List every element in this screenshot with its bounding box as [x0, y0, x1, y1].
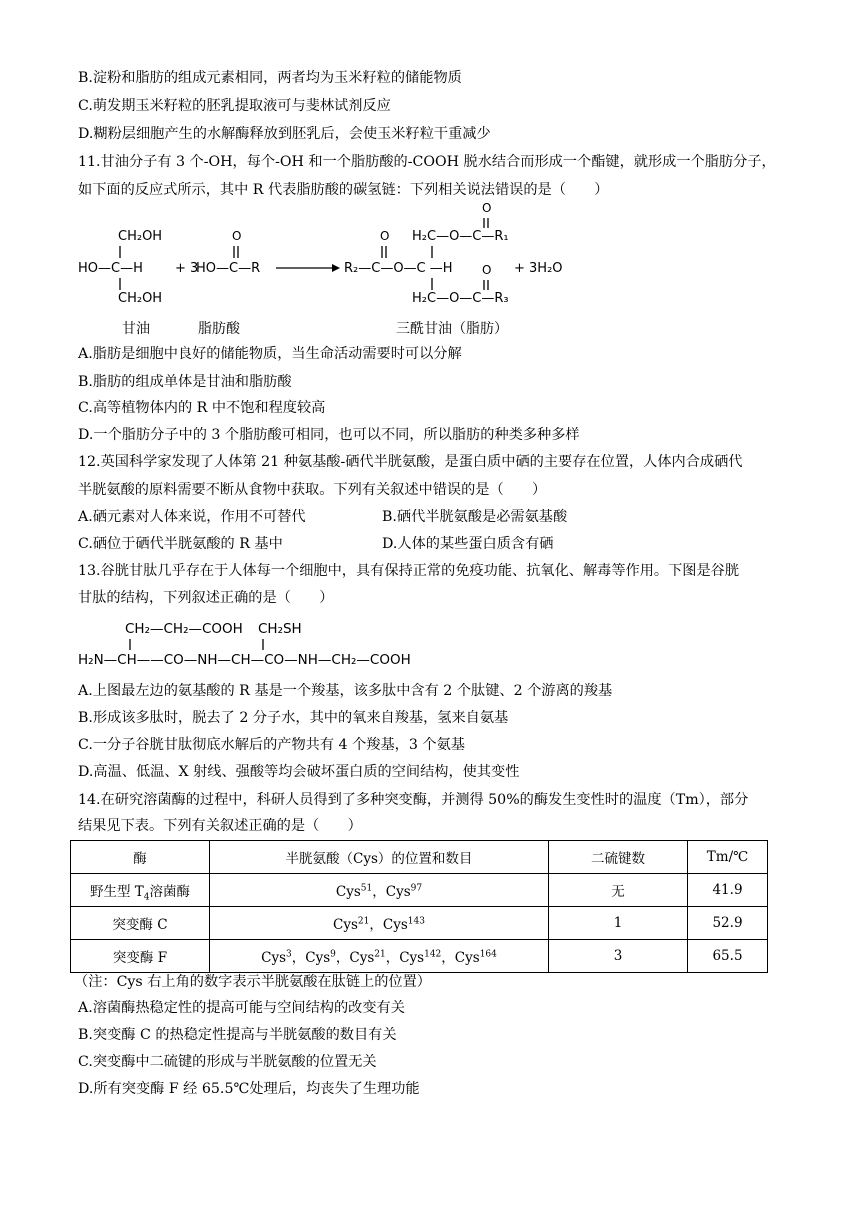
cys-separator: ，	[441, 950, 455, 966]
cys-position: 3	[286, 949, 292, 960]
cys-separator: ，	[385, 950, 400, 966]
glycerol-top: CH₂OH	[118, 229, 163, 244]
cell-bonds: 1	[549, 907, 688, 940]
acid-carbonyl-o: O	[232, 229, 242, 243]
fat-top-chain: H₂C—O—C—R₁	[412, 229, 509, 244]
caption-fat: 三酰甘油（脂肪）	[396, 321, 508, 337]
fat-middle-chain: R₂—C—O—C —H	[344, 261, 453, 276]
cys-position: 9	[330, 949, 336, 960]
cys-label: Cys	[261, 950, 287, 966]
cys-separator: ，	[369, 917, 383, 933]
glutathione-side-chain-glu: CH₂—CH₂—COOH	[125, 621, 243, 637]
r2-carbonyl-o: O	[380, 229, 390, 243]
cell-enzyme	[71, 907, 210, 940]
q10-option-b: B.淀粉和脂肪的组成元素相同，两者均为玉米籽粒的储能物质	[78, 70, 462, 86]
cys-separator: ，	[372, 884, 386, 900]
enzyme-name: 突变酶 C	[112, 917, 168, 933]
q12-option-b: B.硒代半胱氨酸是必需氨基酸	[382, 509, 568, 525]
caption-glycerol: 甘油	[122, 321, 150, 337]
cell-enzyme	[71, 874, 210, 907]
q14-option-c: C.突变酶中二硫键的形成与半胱氨酸的位置无关	[78, 1054, 377, 1070]
q14-option-b: B.突变酶 C 的热稳定性提高与半胱氨酸的数目有关	[78, 1027, 397, 1043]
table-header-row	[71, 841, 768, 874]
table-row	[71, 940, 768, 973]
cys-separator: ，	[335, 950, 350, 966]
enzyme-table	[70, 840, 768, 973]
cys-position: 97	[410, 883, 423, 894]
q13-option-b: B.形成该多肽时，脱去了 2 分子水，其中的氧来自羧基，氢来自氨基	[78, 710, 509, 726]
enzyme-name: 突变酶 F	[112, 950, 168, 966]
cys-label: Cys	[349, 950, 375, 966]
q11-stem-line2: 如下面的反应式所示，其中 R 代表脂肪酸的碳氢链：下列相关说法错误的是（ ）	[78, 182, 609, 198]
q11-option-b: B.脂肪的组成单体是甘油和脂肪酸	[78, 374, 292, 390]
header-enzyme: 酶	[71, 841, 210, 874]
glycerol-middle: HO—C—H	[78, 261, 143, 276]
r1-carbonyl-o: O	[482, 201, 492, 215]
fat-bottom-chain: H₂C—O—C—R₃	[412, 291, 509, 306]
header-tm: Tm/℃	[688, 841, 768, 874]
cys-position: 164	[479, 949, 497, 960]
q12-option-d: D.人体的某些蛋白质含有硒	[382, 536, 554, 552]
cys-position: 51	[360, 883, 373, 894]
q14-option-d: D.所有突变酶 F 经 65.5℃处理后，均丧失了生理功能	[78, 1081, 420, 1097]
cys-label: Cys	[399, 950, 425, 966]
fatty-acid-formula: HO—C—R	[196, 261, 261, 276]
cell-enzyme	[71, 940, 210, 973]
cys-label: Cys	[454, 950, 480, 966]
cys-label: Cys	[333, 917, 358, 933]
cys-position: 21	[357, 916, 370, 927]
cell-tm: 52.9	[688, 907, 768, 940]
header-bonds: 二硫键数	[549, 841, 688, 874]
cys-label: Cys	[305, 950, 331, 966]
q13-option-c: C.一分子谷胱甘肽彻底水解后的产物共有 4 个羧基，3 个氨基	[78, 737, 465, 753]
caption-fatty-acid: 脂肪酸	[198, 321, 240, 337]
q11-option-c: C.高等植物体内的 R 中不饱和程度较高	[78, 400, 326, 416]
q10-option-c: C.萌发期玉米籽粒的胚乳提取液可与斐林试剂反应	[78, 98, 391, 114]
cys-label: Cys	[385, 884, 411, 900]
table-row	[71, 907, 768, 940]
q12-option-a: A.硒元素对人体来说，作用不可替代	[78, 509, 306, 525]
r3-carbonyl-o: O	[482, 263, 492, 277]
cell-cys	[210, 874, 549, 907]
q11-option-a: A.脂肪是细胞中良好的储能物质，当生命活动需要时可以分解	[78, 346, 462, 362]
q12-stem-line2: 半胱氨酸的原料需要不断从食物中获取。下列有关叙述中错误的是（ ）	[78, 482, 547, 498]
q13-option-d: D.高温、低温、X 射线、强酸等均会破坏蛋白质的空间结构，使其变性	[78, 764, 520, 780]
cys-position: 143	[407, 916, 425, 927]
q13-option-a: A.上图最左边的氨基酸的 R 基是一个羧基，该多肽中含有 2 个肽键、2 个游离的羧基	[78, 683, 613, 699]
cys-label: Cys	[335, 884, 361, 900]
cell-cys	[210, 907, 549, 940]
cys-position: 21	[374, 949, 386, 960]
enzyme-name: 野生型 T	[89, 884, 144, 900]
glycerol-bottom: CH₂OH	[118, 291, 163, 306]
q10-option-d: D.糊粉层细胞产生的水解酶释放到胚乳后，会使玉米籽粒干重减少	[78, 126, 491, 142]
table-row	[71, 874, 768, 907]
q14-stem-line1: 14.在研究溶菌酶的过程中，科研人员得到了多种突变酶，并测得 50%的酶发生变性时的温度（Tm），部分	[78, 792, 749, 808]
q11-option-d: D.一个脂肪分子中的 3 个脂肪酸可相同，也可以不同，所以脂肪的种类多种多样	[78, 427, 580, 443]
q12-stem-line1: 12.英国科学家发现了人体第 21 种氨基酸-硒代半胱氨酸，是蛋白质中硒的主要存在位置，人体内合成硒代	[78, 454, 743, 470]
cell-tm: 41.9	[688, 874, 768, 907]
q14-option-a: A.溶菌酶热稳定性的提高可能与空间结构的改变有关	[78, 1000, 405, 1016]
q13-stem-line2: 甘肽的结构，下列叙述正确的是（ ）	[78, 590, 334, 606]
enzyme-name-suffix: 溶菌酶	[149, 884, 191, 900]
cys-position: 142	[424, 949, 442, 960]
coefficient-3: + 3	[175, 261, 199, 276]
glutathione-side-chain-cys: CH₂SH	[258, 621, 302, 637]
enzyme-subscript: 4	[143, 892, 150, 903]
glutathione-main-chain: H₂N—CH——CO—NH—CH—CO—NH—CH₂—COOH	[78, 652, 411, 668]
q14-note: （注：Cys 右上角的数字表示半胱氨酸在肽链上的位置）	[74, 974, 431, 990]
cell-tm: 65.5	[688, 940, 768, 973]
cell-bonds: 3	[549, 940, 688, 973]
q12-option-c: C.硒位于硒代半胱氨酸的 R 基中	[78, 536, 283, 552]
q13-stem-line1: 13.谷胱甘肽几乎存在于人体每一个细胞中，具有保持正常的免疫功能、抗氧化、解毒等作用。下图是谷胱	[78, 563, 740, 579]
q11-stem-line1: 11.甘油分子有 3 个-OH，每个-OH 和一个脂肪酸的-COOH 脱水结合而形成一个酯键，就形成一个脂肪分子，	[78, 154, 776, 170]
cys-separator: ，	[291, 950, 306, 966]
q14-stem-line2: 结果见下表。下列有关叙述正确的是（ ）	[78, 818, 362, 834]
cell-cys	[210, 940, 549, 973]
cys-label: Cys	[382, 917, 408, 933]
header-cys: 半胱氨酸（Cys）的位置和数目	[210, 841, 549, 874]
cell-bonds: 无	[549, 874, 688, 907]
water-product: + 3H₂O	[514, 261, 563, 276]
